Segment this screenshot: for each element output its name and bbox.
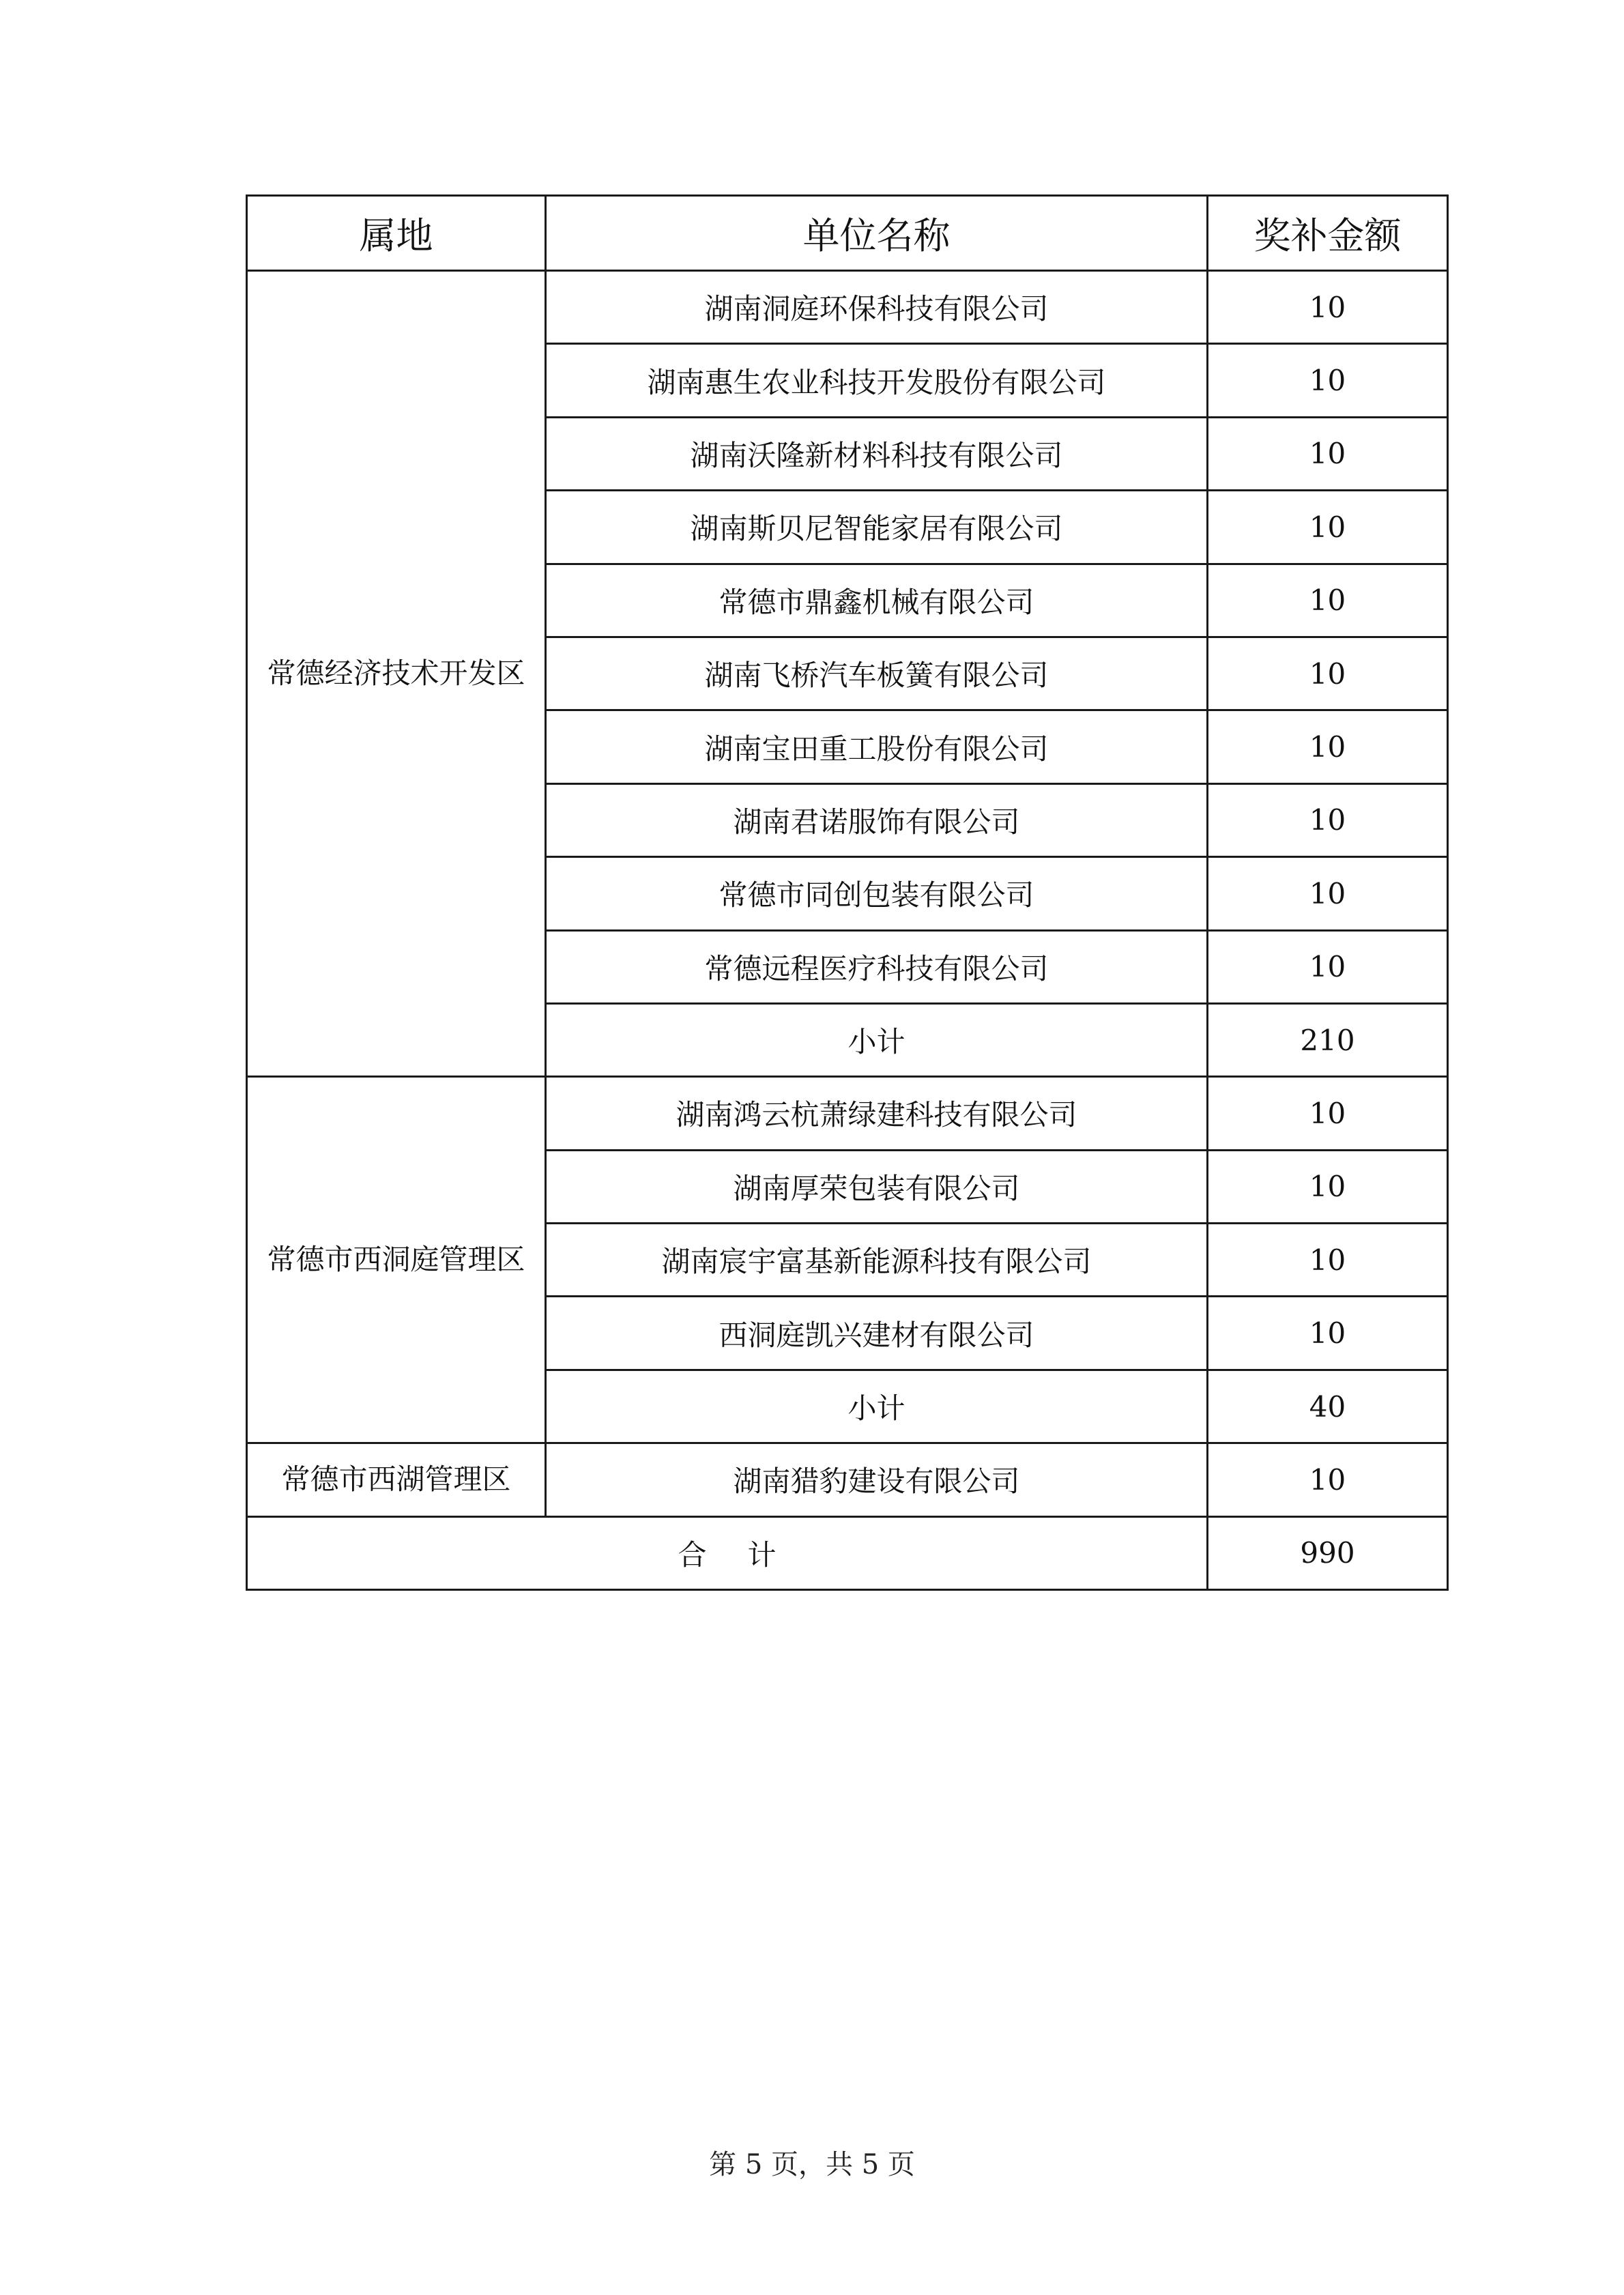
amount-cell: 10: [1208, 491, 1448, 564]
table-row: [247, 1077, 1448, 1150]
amount-cell: 10: [1208, 417, 1448, 490]
amount-cell: 10: [1208, 564, 1448, 637]
amount-cell: 10: [1208, 783, 1448, 856]
company-cell: 湖南猎豹建设有限公司: [546, 1443, 1208, 1516]
region-cell: 常德市西湖管理区: [247, 1443, 546, 1516]
header-amount: 奖补金额: [1208, 196, 1448, 271]
company-cell: 湖南厚荣包装有限公司: [546, 1150, 1208, 1223]
amount-cell: 10: [1208, 1224, 1448, 1297]
amount-cell: 10: [1208, 857, 1448, 930]
company-cell: 湖南飞桥汽车板簧有限公司: [546, 637, 1208, 710]
company-cell: 湖南斯贝尼智能家居有限公司: [546, 491, 1208, 564]
table-header-row: [247, 196, 1448, 271]
subtotal-label: 小计: [546, 1003, 1208, 1076]
amount-cell: 10: [1208, 1077, 1448, 1150]
region-cell: 常德经济技术开发区: [247, 271, 546, 1077]
subtotal-label: 小计: [546, 1370, 1208, 1443]
header-company: 单位名称: [546, 196, 1208, 271]
amount-cell: 10: [1208, 637, 1448, 710]
total-amount: 990: [1208, 1516, 1448, 1589]
amount-cell: 10: [1208, 930, 1448, 1003]
amount-cell: 10: [1208, 271, 1448, 344]
subtotal-amount: 210: [1208, 1003, 1448, 1076]
company-cell: 湖南惠生农业科技开发股份有限公司: [546, 344, 1208, 417]
company-cell: 湖南君诺服饰有限公司: [546, 783, 1208, 856]
company-cell: 湖南鸿云杭萧绿建科技有限公司: [546, 1077, 1208, 1150]
amount-cell: 10: [1208, 1297, 1448, 1370]
company-cell: 常德市同创包装有限公司: [546, 857, 1208, 930]
amount-cell: 10: [1208, 710, 1448, 783]
company-cell: 常德远程医疗科技有限公司: [546, 930, 1208, 1003]
amount-cell: 10: [1208, 1150, 1448, 1223]
company-cell: 常德市鼎鑫机械有限公司: [546, 564, 1208, 637]
amount-cell: 10: [1208, 1443, 1448, 1516]
page-number-footer: 第 5 页，共 5 页: [709, 2149, 915, 2180]
subtotal-amount: 40: [1208, 1370, 1448, 1443]
total-label-cell: [247, 1516, 1208, 1589]
amount-cell: 10: [1208, 344, 1448, 417]
company-cell: 湖南沃隆新材料科技有限公司: [546, 417, 1208, 490]
region-cell: 常德市西洞庭管理区: [247, 1077, 546, 1443]
company-cell: 湖南宝田重工股份有限公司: [546, 710, 1208, 783]
table-row: [247, 1443, 1448, 1516]
company-cell: 西洞庭凯兴建材有限公司: [546, 1297, 1208, 1370]
total-row: [247, 1516, 1448, 1589]
total-label: 合计: [678, 1538, 817, 1572]
table-row: [247, 271, 1448, 344]
company-cell: 湖南洞庭环保科技有限公司: [546, 271, 1208, 344]
company-cell: 湖南宸宇富基新能源科技有限公司: [546, 1224, 1208, 1297]
header-region: 属地: [247, 196, 546, 271]
award-table: [246, 194, 1449, 1591]
